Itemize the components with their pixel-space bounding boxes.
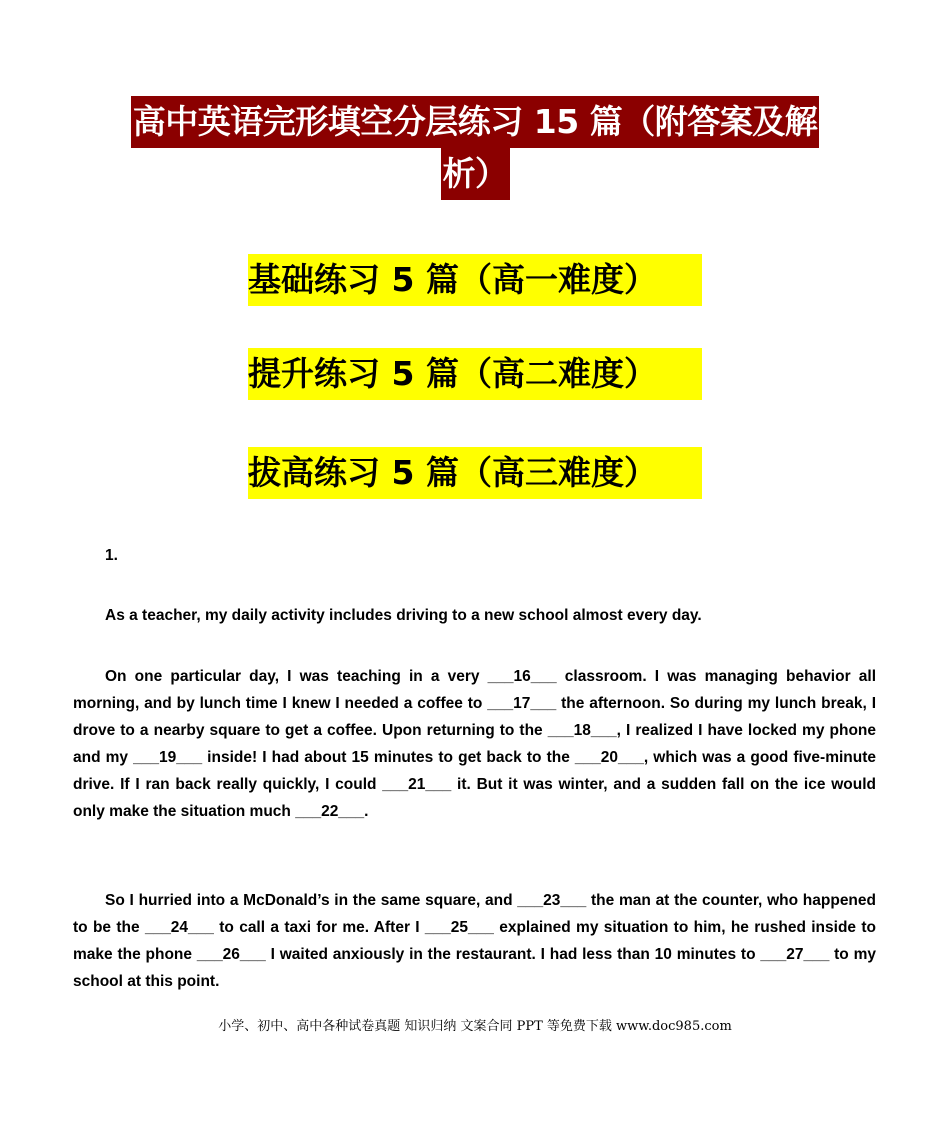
passage-number: 1.: [105, 547, 118, 564]
level-heading-improve: 提升练习 5 篇（高二难度）: [248, 348, 702, 400]
document-title: [0, 96, 950, 200]
level-heading-advanced: 拔高练习 5 篇（高三难度）: [248, 447, 702, 499]
title-line-2: 析）: [441, 148, 510, 200]
passage-paragraph-2: So I hurried into a McDonald’s in the same square, and ___23___ the man at the counter, who happened to be the ___24___ to call a taxi for me. After I ___25___ explained my situation to him, he rushed inside to make the phone ___26___ I waited anxiously in the restaurant. I had less than 10 minutes to ___27___ to my school at this point.: [73, 892, 876, 990]
passage-intro: As a teacher, my daily activity includes driving to a new school almost every day.: [105, 607, 702, 624]
passage-paragraph-1: On one particular day, I was teaching in a very ___16___ classroom. I was managing behavior all morning, and by lunch time I knew I needed a coffee to ___17___ the afternoon. So during my lunch break, I drove to a nearby square to get a coffee. Upon returning to the ___18___, I realized I have locked my phone and my ___19___ inside! I had about 15 minutes to get back to the ___20___, which was a good five-minute drive. If I ran back really quickly, I could ___21___ it. But it was winter, and a sudden fall on the ice would only make the situation much ___22___.: [73, 668, 876, 820]
level-heading-basic: 基础练习 5 篇（高一难度）: [248, 254, 702, 306]
title-line-1: 高中英语完形填空分层练习 15 篇（附答案及解: [131, 96, 819, 148]
page-footer: 小学、初中、高中各种试卷真题 知识归纳 文案合同 PPT 等免费下载 www.doc985.com: [218, 1019, 732, 1034]
